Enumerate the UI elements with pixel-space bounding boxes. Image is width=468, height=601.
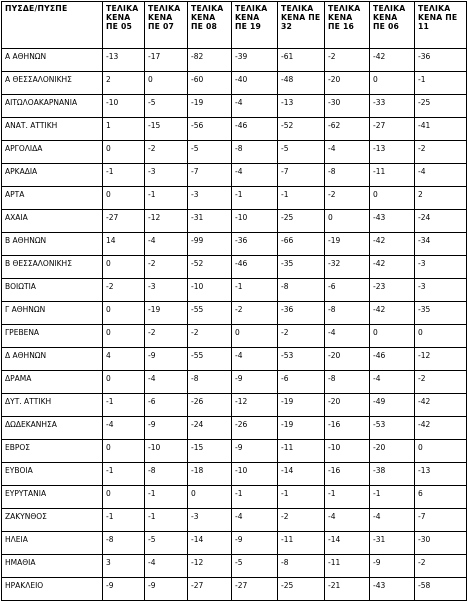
value-cell: -32 — [325, 256, 370, 279]
value-cell: -20 — [325, 348, 370, 371]
header-column: ΤΕΛΙΚΑ ΚΕΝΑ ΠΕ 08 — [188, 2, 232, 49]
header-column: ΤΕΛΙΚΑ ΚΕΝΑ ΠΕ 19 — [232, 2, 278, 49]
value-cell: -48 — [278, 72, 325, 95]
table-row — [2, 463, 467, 486]
value-cell: -42 — [370, 49, 415, 72]
value-cell: -46 — [232, 256, 278, 279]
value-cell: -2 — [415, 555, 467, 578]
value-cell: -4 — [145, 371, 188, 394]
value-cell: -43 — [370, 210, 415, 233]
value-cell: -10 — [145, 440, 188, 463]
value-cell: 4 — [103, 348, 145, 371]
value-cell: -36 — [232, 233, 278, 256]
value-cell: -1 — [103, 509, 145, 532]
value-cell: -49 — [370, 394, 415, 417]
value-cell: -34 — [415, 233, 467, 256]
value-cell: 0 — [103, 187, 145, 210]
value-cell: 0 — [232, 325, 278, 348]
value-cell: 1 — [103, 118, 145, 141]
value-cell: 0 — [370, 187, 415, 210]
value-cell: -9 — [145, 578, 188, 601]
value-cell: -1 — [145, 509, 188, 532]
value-cell: -33 — [370, 95, 415, 118]
value-cell: -2 — [415, 371, 467, 394]
table-row — [2, 302, 467, 325]
value-cell: 0 — [188, 486, 232, 509]
value-cell: -82 — [188, 49, 232, 72]
value-cell: -9 — [232, 371, 278, 394]
value-cell: -4 — [370, 509, 415, 532]
value-cell: -16 — [325, 463, 370, 486]
value-cell: -8 — [103, 532, 145, 555]
header-column: ΤΕΛΙΚΑ ΚΕΝΑ ΠΕ 06 — [370, 2, 415, 49]
value-cell: -8 — [145, 463, 188, 486]
table-row — [2, 348, 467, 371]
value-cell: -24 — [415, 210, 467, 233]
value-cell: -1 — [415, 72, 467, 95]
value-cell: 0 — [103, 325, 145, 348]
table-row — [2, 440, 467, 463]
value-cell: -3 — [415, 279, 467, 302]
region-cell: ΒΟΙΩΤΙΑ — [2, 279, 103, 302]
value-cell: 3 — [103, 555, 145, 578]
value-cell: 14 — [103, 233, 145, 256]
value-cell: -10 — [103, 95, 145, 118]
value-cell: -10 — [325, 440, 370, 463]
value-cell: 0 — [370, 325, 415, 348]
value-cell: -4 — [145, 233, 188, 256]
region-cell: Α ΘΕΣΣΑΛΟΝΙΚΗΣ — [2, 72, 103, 95]
value-cell: -10 — [188, 279, 232, 302]
region-cell: ΔΥΤ. ΑΤΤΙΚΗ — [2, 394, 103, 417]
table-row — [2, 95, 467, 118]
value-cell: -55 — [188, 302, 232, 325]
value-cell: -42 — [370, 256, 415, 279]
value-cell: -53 — [370, 417, 415, 440]
value-cell: -55 — [188, 348, 232, 371]
value-cell: -1 — [103, 394, 145, 417]
vacancies-table — [1, 1, 467, 601]
value-cell: -12 — [415, 348, 467, 371]
value-cell: -26 — [232, 417, 278, 440]
table-row — [2, 394, 467, 417]
region-cell: ΓΡΕΒΕΝΑ — [2, 325, 103, 348]
value-cell: -4 — [145, 555, 188, 578]
value-cell: -6 — [325, 279, 370, 302]
region-cell: ΑΝΑΤ. ΑΤΤΙΚΗ — [2, 118, 103, 141]
value-cell: -1 — [103, 164, 145, 187]
region-cell: ΕΒΡΟΣ — [2, 440, 103, 463]
table-row — [2, 256, 467, 279]
value-cell: -6 — [145, 394, 188, 417]
region-cell: Α ΑΘΗΝΩΝ — [2, 49, 103, 72]
value-cell: -3 — [415, 256, 467, 279]
value-cell: -38 — [370, 463, 415, 486]
region-cell: ΕΥΡΥΤΑΝΙΑ — [2, 486, 103, 509]
value-cell: -4 — [232, 164, 278, 187]
value-cell: -66 — [278, 233, 325, 256]
value-cell: -7 — [278, 164, 325, 187]
value-cell: 0 — [370, 72, 415, 95]
table-row — [2, 118, 467, 141]
value-cell: -41 — [415, 118, 467, 141]
value-cell: -27 — [370, 118, 415, 141]
value-cell: -1 — [325, 486, 370, 509]
value-cell: -42 — [370, 302, 415, 325]
value-cell: -13 — [415, 463, 467, 486]
value-cell: -8 — [278, 555, 325, 578]
value-cell: -3 — [188, 187, 232, 210]
region-cell: ΕΥΒΟΙΑ — [2, 463, 103, 486]
value-cell: -8 — [325, 302, 370, 325]
table-row — [2, 49, 467, 72]
value-cell: -27 — [232, 578, 278, 601]
header-column: ΤΕΛΙΚΑ ΚΕΝΑ ΠΕ 07 — [145, 2, 188, 49]
value-cell: -39 — [232, 49, 278, 72]
value-cell: -19 — [145, 302, 188, 325]
value-cell: -5 — [278, 141, 325, 164]
value-cell: -9 — [370, 555, 415, 578]
value-cell: -5 — [145, 532, 188, 555]
value-cell: -31 — [370, 532, 415, 555]
table-row — [2, 555, 467, 578]
table-row — [2, 325, 467, 348]
value-cell: -2 — [232, 302, 278, 325]
table-row — [2, 279, 467, 302]
value-cell: -11 — [325, 555, 370, 578]
value-cell: -4 — [370, 371, 415, 394]
value-cell: 0 — [145, 72, 188, 95]
value-cell: -2 — [103, 279, 145, 302]
header-column: ΤΕΛΙΚΑ ΚΕΝΑ ΠΕ 05 — [103, 2, 145, 49]
value-cell: -43 — [370, 578, 415, 601]
value-cell: -26 — [188, 394, 232, 417]
value-cell: -42 — [415, 394, 467, 417]
table-row — [2, 233, 467, 256]
value-cell: -99 — [188, 233, 232, 256]
region-cell: ΑΡΓΟΛΙΔΑ — [2, 141, 103, 164]
value-cell: -2 — [325, 49, 370, 72]
region-cell: ΑΡΚΑΔΙΑ — [2, 164, 103, 187]
value-cell: -25 — [278, 210, 325, 233]
region-cell: Δ ΑΘΗΝΩΝ — [2, 348, 103, 371]
region-cell: Β ΑΘΗΝΩΝ — [2, 233, 103, 256]
table-row — [2, 164, 467, 187]
value-cell: -11 — [278, 532, 325, 555]
value-cell: -8 — [278, 279, 325, 302]
region-cell: ΑΙΤΩΛΟΑΚΑΡΝΑΝΙΑ — [2, 95, 103, 118]
value-cell: -15 — [188, 440, 232, 463]
value-cell: -1 — [232, 187, 278, 210]
header-column: ΤΕΛΙΚΑ ΚΕΝΑ ΠΕ 16 — [325, 2, 370, 49]
value-cell: 2 — [103, 72, 145, 95]
value-cell: -8 — [232, 141, 278, 164]
value-cell: -1 — [145, 187, 188, 210]
value-cell: -4 — [325, 509, 370, 532]
value-cell: -20 — [325, 394, 370, 417]
value-cell: -12 — [232, 394, 278, 417]
region-cell: ΔΩΔΕΚΑΝΗΣΑ — [2, 417, 103, 440]
value-cell: -9 — [103, 578, 145, 601]
value-cell: 0 — [103, 486, 145, 509]
header-column: ΤΕΛΙΚΑ ΚΕΝΑ ΠΕ 32 — [278, 2, 325, 49]
value-cell: -16 — [325, 417, 370, 440]
value-cell: -12 — [145, 210, 188, 233]
value-cell: -4 — [415, 164, 467, 187]
region-cell: ΗΛΕΙΑ — [2, 532, 103, 555]
value-cell: -1 — [103, 463, 145, 486]
value-cell: -60 — [188, 72, 232, 95]
value-cell: -4 — [232, 509, 278, 532]
region-cell: ΗΜΑΘΙΑ — [2, 555, 103, 578]
value-cell: -7 — [415, 509, 467, 532]
value-cell: -25 — [278, 578, 325, 601]
value-cell: -6 — [278, 371, 325, 394]
value-cell: -24 — [188, 417, 232, 440]
value-cell: -1 — [232, 486, 278, 509]
table-row — [2, 141, 467, 164]
value-cell: -2 — [278, 325, 325, 348]
value-cell: -40 — [232, 72, 278, 95]
value-cell: 0 — [103, 302, 145, 325]
value-cell: 0 — [103, 141, 145, 164]
value-cell: -8 — [325, 371, 370, 394]
table-row — [2, 72, 467, 95]
value-cell: -7 — [188, 164, 232, 187]
region-cell: Β ΘΕΣΣΑΛΟΝΙΚΗΣ — [2, 256, 103, 279]
header-column: ΤΕΛΙΚΑ ΚΕΝΑ ΠΕ 11 — [415, 2, 467, 49]
value-cell: -8 — [188, 371, 232, 394]
value-cell: -13 — [278, 95, 325, 118]
table-row — [2, 486, 467, 509]
value-cell: -46 — [232, 118, 278, 141]
region-cell: ΗΡΑΚΛΕΙΟ — [2, 578, 103, 601]
value-cell: -36 — [415, 49, 467, 72]
table-row — [2, 578, 467, 601]
value-cell: -30 — [325, 95, 370, 118]
value-cell: -10 — [232, 210, 278, 233]
value-cell: -9 — [145, 348, 188, 371]
value-cell: -36 — [278, 302, 325, 325]
value-cell: -56 — [188, 118, 232, 141]
value-cell: -1 — [145, 486, 188, 509]
value-cell: -5 — [145, 95, 188, 118]
table-row — [2, 187, 467, 210]
header-row — [2, 2, 467, 49]
value-cell: -1 — [232, 279, 278, 302]
value-cell: -35 — [415, 302, 467, 325]
table-row — [2, 210, 467, 233]
value-cell: -62 — [325, 118, 370, 141]
value-cell: -20 — [370, 440, 415, 463]
value-cell: -1 — [278, 187, 325, 210]
value-cell: -30 — [415, 532, 467, 555]
value-cell: -12 — [188, 555, 232, 578]
value-cell: -17 — [145, 49, 188, 72]
table-row — [2, 509, 467, 532]
value-cell: -14 — [188, 532, 232, 555]
value-cell: -31 — [188, 210, 232, 233]
region-cell: Γ ΑΘΗΝΩΝ — [2, 302, 103, 325]
value-cell: -27 — [188, 578, 232, 601]
value-cell: -13 — [103, 49, 145, 72]
region-cell: ΔΡΑΜΑ — [2, 371, 103, 394]
value-cell: -53 — [278, 348, 325, 371]
value-cell: -46 — [370, 348, 415, 371]
value-cell: -1 — [370, 486, 415, 509]
value-cell: -9 — [232, 532, 278, 555]
value-cell: -19 — [188, 95, 232, 118]
value-cell: -15 — [145, 118, 188, 141]
value-cell: -58 — [415, 578, 467, 601]
value-cell: -4 — [232, 95, 278, 118]
value-cell: 0 — [415, 440, 467, 463]
value-cell: -20 — [325, 72, 370, 95]
value-cell: -19 — [325, 233, 370, 256]
value-cell: -11 — [278, 440, 325, 463]
value-cell: 0 — [103, 440, 145, 463]
region-cell: ΑΡΤΑ — [2, 187, 103, 210]
value-cell: -23 — [370, 279, 415, 302]
value-cell: -19 — [278, 417, 325, 440]
value-cell: -9 — [232, 440, 278, 463]
value-cell: -42 — [415, 417, 467, 440]
value-cell: -1 — [278, 486, 325, 509]
value-cell: -18 — [188, 463, 232, 486]
value-cell: -19 — [278, 394, 325, 417]
value-cell: -13 — [370, 141, 415, 164]
value-cell: -2 — [325, 187, 370, 210]
value-cell: -9 — [145, 417, 188, 440]
table-row — [2, 532, 467, 555]
region-cell: ΖΑΚΥΝΘΟΣ — [2, 509, 103, 532]
value-cell: -4 — [325, 141, 370, 164]
value-cell: -5 — [232, 555, 278, 578]
value-cell: -27 — [103, 210, 145, 233]
value-cell: -14 — [278, 463, 325, 486]
value-cell: -14 — [325, 532, 370, 555]
table-row — [2, 371, 467, 394]
value-cell: -2 — [188, 325, 232, 348]
value-cell: -2 — [278, 509, 325, 532]
value-cell: 0 — [103, 371, 145, 394]
value-cell: -8 — [325, 164, 370, 187]
header-region: ΠΥΣΔΕ/ΠΥΣΠΕ — [2, 2, 103, 49]
value-cell: 2 — [415, 187, 467, 210]
value-cell: -4 — [103, 417, 145, 440]
table-body — [2, 49, 467, 601]
value-cell: -61 — [278, 49, 325, 72]
value-cell: -11 — [370, 164, 415, 187]
value-cell: -25 — [415, 95, 467, 118]
region-cell: ΑΧΑΙΑ — [2, 210, 103, 233]
value-cell: -2 — [415, 141, 467, 164]
value-cell: 0 — [325, 210, 370, 233]
value-cell: -4 — [325, 325, 370, 348]
value-cell: 6 — [415, 486, 467, 509]
value-cell: -3 — [188, 509, 232, 532]
value-cell: -4 — [232, 348, 278, 371]
value-cell: -35 — [278, 256, 325, 279]
value-cell: -2 — [145, 325, 188, 348]
value-cell: -3 — [145, 164, 188, 187]
value-cell: 0 — [415, 325, 467, 348]
value-cell: -52 — [278, 118, 325, 141]
value-cell: -2 — [145, 256, 188, 279]
value-cell: -3 — [145, 279, 188, 302]
value-cell: -21 — [325, 578, 370, 601]
table-row — [2, 417, 467, 440]
value-cell: 0 — [103, 256, 145, 279]
value-cell: -42 — [370, 233, 415, 256]
value-cell: -10 — [232, 463, 278, 486]
value-cell: -5 — [188, 141, 232, 164]
value-cell: -2 — [145, 141, 188, 164]
value-cell: -52 — [188, 256, 232, 279]
